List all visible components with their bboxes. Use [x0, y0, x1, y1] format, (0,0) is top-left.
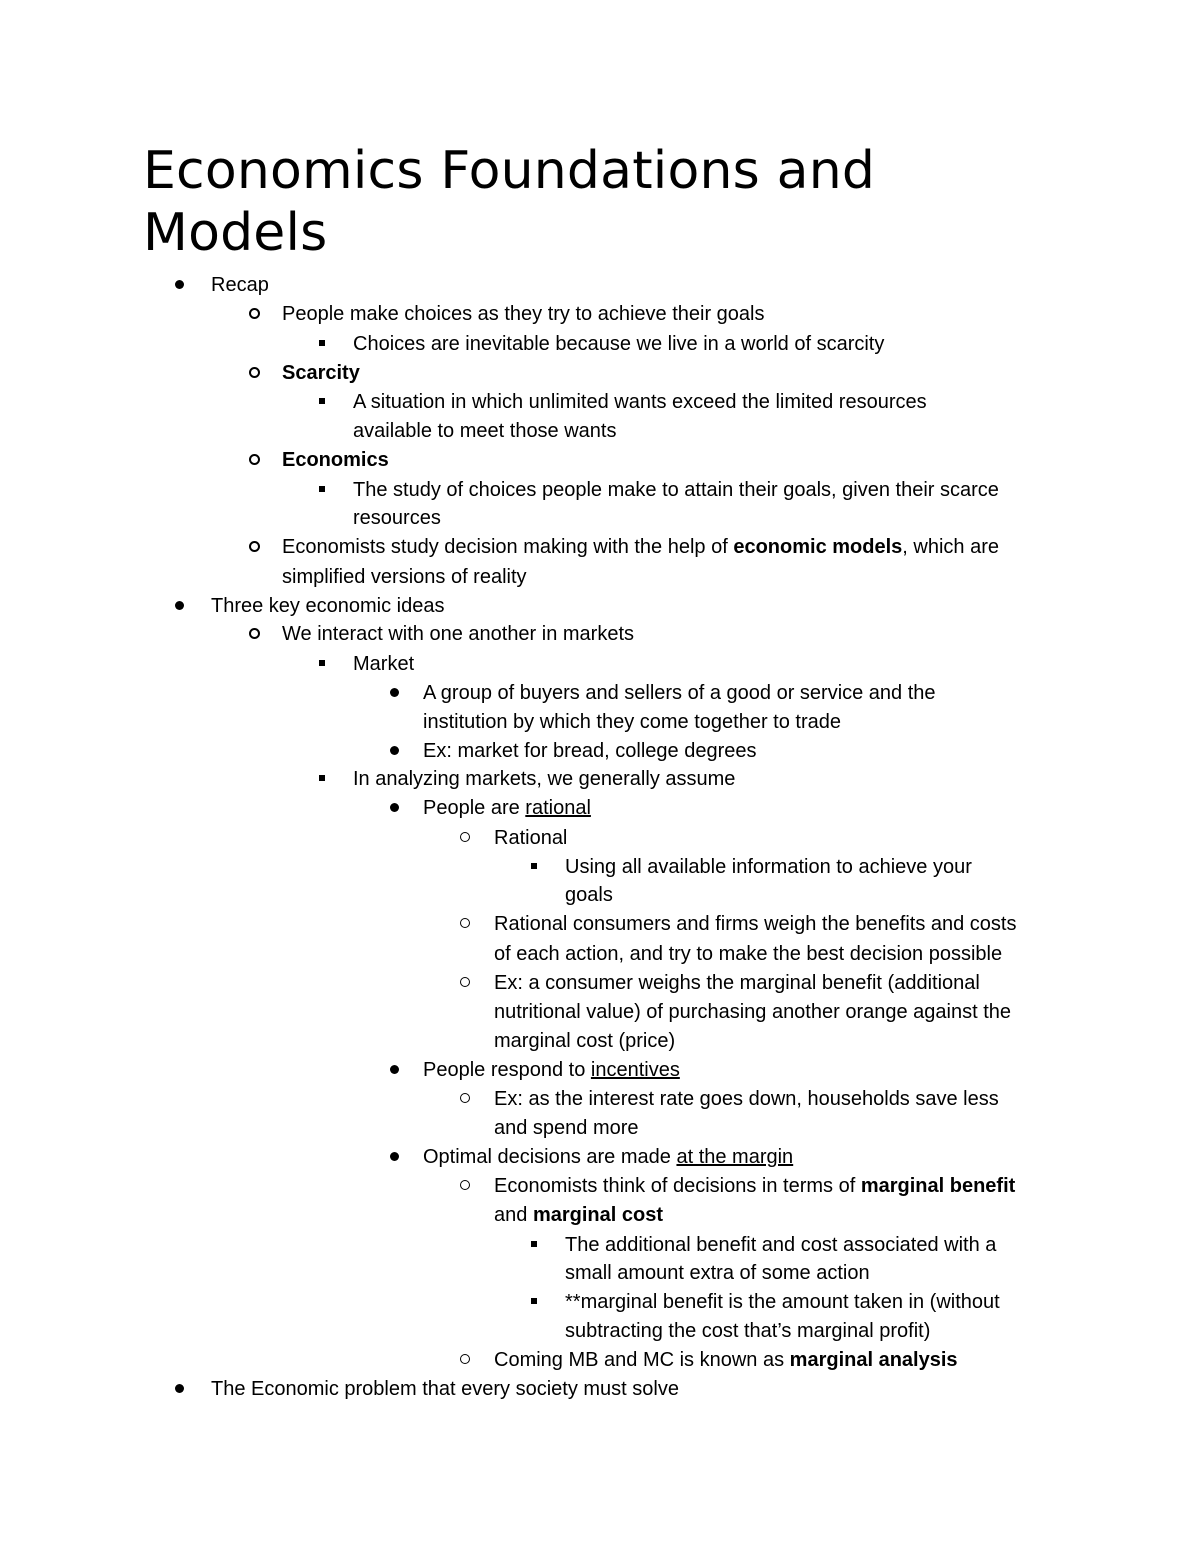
- term-marginal-analysis: marginal analysis: [789, 1349, 958, 1371]
- list-item: [565, 853, 972, 882]
- term-economic-models: economic models: [733, 536, 903, 558]
- list-item: [282, 300, 764, 329]
- item-text: marginal cost (price): [494, 1030, 676, 1052]
- list-item: [565, 1231, 996, 1260]
- item-text: Market: [353, 653, 415, 675]
- list-item-continuation: [494, 1201, 663, 1230]
- item-text: Coming MB and MC is known as: [494, 1349, 790, 1371]
- item-text: Using all available information to achieve your: [565, 856, 972, 878]
- item-text: Rational: [494, 827, 568, 849]
- item-text: small amount extra of some action: [565, 1262, 870, 1284]
- item-text: Economists study decision making with the help of: [282, 536, 734, 558]
- item-text: A group of buyers and sellers of a good or service and the: [423, 682, 936, 704]
- item-text: People respond to: [423, 1059, 591, 1081]
- item-text: and: [494, 1204, 533, 1226]
- list-item-continuation: [353, 504, 441, 533]
- item-text: Ex: as the interest rate goes down, households save less: [494, 1088, 999, 1110]
- list-item: [494, 910, 1017, 939]
- item-text: nutritional value) of purchasing another orange against the: [494, 1001, 1012, 1023]
- list-item-continuation: [494, 940, 1002, 969]
- list-item: [423, 1056, 680, 1085]
- item-text: Three key economic ideas: [211, 595, 445, 617]
- item-text: institution by which they come together to trade: [423, 711, 842, 733]
- list-item-continuation: [423, 708, 841, 737]
- item-text: subtracting the cost that’s marginal profit): [565, 1320, 931, 1342]
- document-title: [143, 140, 875, 264]
- item-text: Choices are inevitable because we live in a world of scarcity: [353, 333, 885, 355]
- item-text: The Economic problem that every society must solve: [211, 1378, 679, 1400]
- list-item: [494, 824, 567, 853]
- item-text: A situation in which unlimited wants exceed the limited resources: [353, 391, 927, 413]
- item-text: We interact with one another in markets: [282, 623, 635, 645]
- list-item-continuation: [494, 1114, 639, 1143]
- list-item-continuation: [282, 563, 527, 592]
- term-marginal-benefit: marginal benefit: [860, 1175, 1016, 1197]
- list-item: [423, 1143, 793, 1172]
- item-text: goals: [565, 884, 613, 906]
- title-line-1: Economics Foundations and: [143, 141, 876, 201]
- item-text: **marginal benefit is the amount taken in (without: [565, 1291, 1000, 1313]
- list-item: [353, 476, 999, 505]
- list-item: [211, 1375, 679, 1404]
- list-item-continuation: [565, 1317, 930, 1346]
- item-text: Economists think of decisions in terms of: [494, 1175, 861, 1197]
- list-item: [282, 620, 634, 649]
- item-text: , which are: [902, 536, 999, 558]
- list-item: [282, 446, 389, 475]
- list-item: [211, 592, 444, 621]
- list-item: [211, 271, 269, 300]
- list-item-continuation: [565, 881, 613, 910]
- item-text: simplified versions of reality: [282, 566, 527, 588]
- title-line-2: Models: [143, 203, 328, 263]
- term-economics: Economics: [282, 449, 389, 471]
- term-scarcity: Scarcity: [282, 362, 360, 384]
- list-item: [353, 650, 414, 679]
- list-item: [494, 1085, 999, 1114]
- list-item: [282, 533, 999, 562]
- item-text: In analyzing markets, we generally assume: [353, 768, 736, 790]
- term-rational: rational: [525, 797, 591, 819]
- list-item: [353, 765, 735, 794]
- list-item: [423, 794, 591, 823]
- item-text: People are: [423, 797, 526, 819]
- list-item: [494, 969, 980, 998]
- list-item-continuation: [494, 1027, 675, 1056]
- list-item-continuation: [494, 998, 1011, 1027]
- item-text: The additional benefit and cost associated with a: [565, 1234, 997, 1256]
- item-text: Optimal decisions are made: [423, 1146, 677, 1168]
- item-text: People make choices as they try to achieve their goals: [282, 303, 765, 325]
- item-text: Ex: a consumer weighs the marginal benefit (additional: [494, 972, 980, 994]
- term-marginal-cost: marginal cost: [532, 1204, 663, 1226]
- item-text: and spend more: [494, 1117, 639, 1139]
- list-item: [494, 1346, 958, 1375]
- list-item: [494, 1172, 1015, 1201]
- term-at-the-margin: at the margin: [676, 1146, 794, 1168]
- list-item: [353, 330, 884, 359]
- list-item-continuation: [565, 1259, 870, 1288]
- item-text: of each action, and try to make the best decision possible: [494, 943, 1003, 965]
- item-text: resources: [353, 507, 441, 529]
- list-item-continuation: [353, 417, 617, 446]
- list-item: [423, 679, 936, 708]
- term-incentives: incentives: [590, 1059, 680, 1081]
- list-item: [565, 1288, 1000, 1317]
- item-text: Ex: market for bread, college degrees: [423, 740, 757, 762]
- item-text: Recap: [211, 274, 269, 296]
- list-item: [353, 388, 927, 417]
- item-text: available to meet those wants: [353, 420, 617, 442]
- item-text: Rational consumers and firms weigh the benefits and costs: [494, 913, 1017, 935]
- list-item: [282, 359, 360, 388]
- list-item: [423, 737, 757, 766]
- item-text: The study of choices people make to attain their goals, given their scarce: [353, 479, 999, 501]
